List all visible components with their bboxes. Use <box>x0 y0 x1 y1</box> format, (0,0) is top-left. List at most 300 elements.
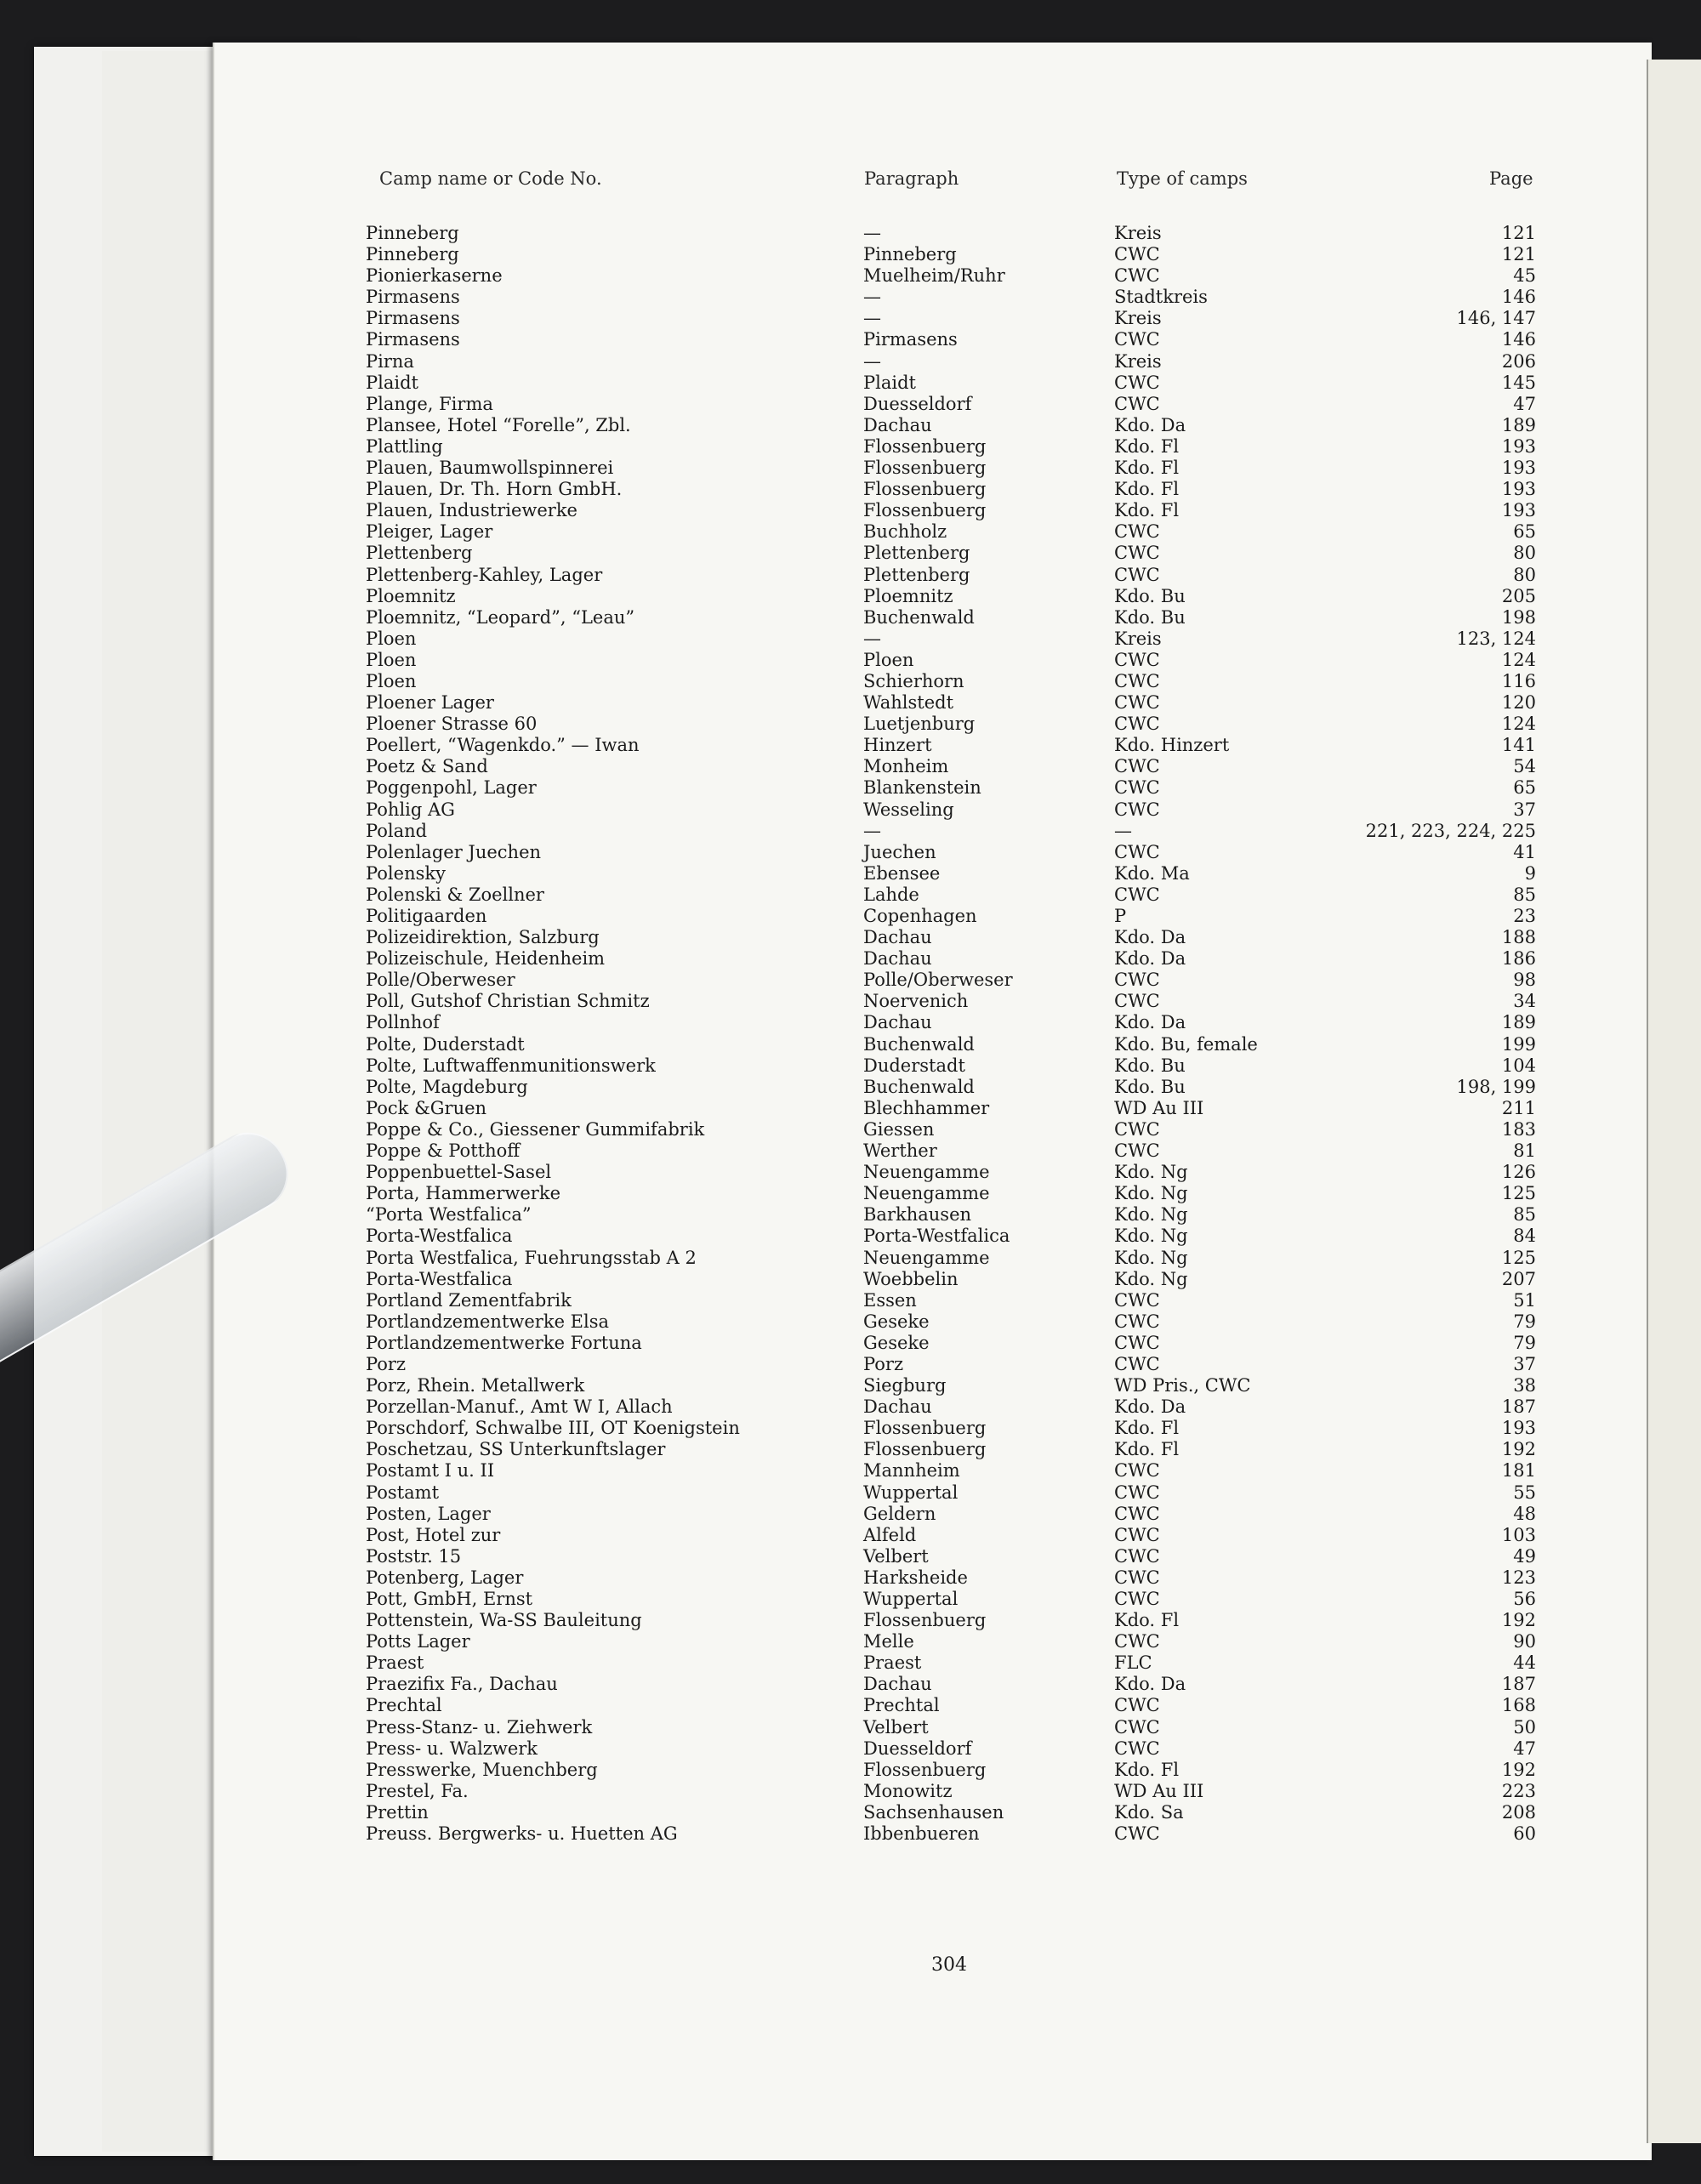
page-cell: 199 <box>1501 1033 1536 1055</box>
page-cell: 206 <box>1501 350 1536 372</box>
paragraph-cell: Ploen <box>863 649 914 670</box>
camp-name-cell: Prechtal <box>366 1695 442 1716</box>
type-cell: CWC <box>1114 1289 1160 1311</box>
paragraph-cell: Essen <box>863 1289 917 1311</box>
page-cell: 47 <box>1513 1738 1536 1759</box>
camp-name-cell: Poppe & Co., Giessener Gummifabrik <box>366 1118 705 1140</box>
paragraph-cell: — <box>863 820 881 841</box>
paragraph-cell: Wuppertal <box>863 1482 959 1503</box>
camp-name-cell: Ploen <box>366 628 417 649</box>
camp-name-cell: Poellert, “Wagenkdo.” — Iwan <box>366 735 640 756</box>
camp-name-cell: Porta-Westfalica <box>366 1226 513 1247</box>
next-page-edge <box>1647 60 1701 2143</box>
page-cell: 146 <box>1501 329 1536 350</box>
page-cell: 198 <box>1501 606 1536 628</box>
camp-name-cell: Ploen <box>366 670 417 691</box>
camp-name-cell: Porz <box>366 1353 407 1374</box>
paragraph-cell: Alfeld <box>863 1524 917 1545</box>
type-cell: Kdo. Ng <box>1114 1162 1188 1183</box>
type-cell: Kreis <box>1114 628 1162 649</box>
camp-name-cell: Postamt I u. II <box>366 1460 495 1482</box>
paragraph-cell: Velbert <box>863 1545 929 1567</box>
type-cell: Kdo. Da <box>1114 414 1186 435</box>
type-cell: CWC <box>1114 521 1160 543</box>
page-cell: 85 <box>1513 1204 1536 1226</box>
page-cell: 120 <box>1501 692 1536 714</box>
paragraph-cell: Buchenwald <box>863 1033 975 1055</box>
page-cell: 192 <box>1501 1610 1536 1631</box>
type-cell: CWC <box>1114 1545 1160 1567</box>
paragraph-cell: Copenhagen <box>863 906 977 926</box>
camp-name-cell: Plattling <box>366 435 443 457</box>
paragraph-cell: Dachau <box>863 414 932 435</box>
paragraph-cell: — <box>863 628 881 649</box>
camp-name-cell: Press-Stanz- u. Ziehwerk <box>366 1716 593 1738</box>
page-cell: 123 <box>1501 1567 1536 1588</box>
type-cell: CWC <box>1114 1482 1160 1503</box>
paragraph-cell: Dachau <box>863 927 932 948</box>
page-cell: 85 <box>1513 884 1536 905</box>
page-cell: 104 <box>1501 1055 1536 1076</box>
type-cell: Kdo. Fl <box>1114 435 1180 457</box>
type-cell: Kdo. Bu, female <box>1114 1033 1258 1055</box>
type-cell: Kreis <box>1114 223 1162 243</box>
camp-name-cell: Plange, Firma <box>366 393 493 414</box>
type-cell: P <box>1114 906 1127 926</box>
camp-name-cell: Poggenpohl, Lager <box>366 777 537 799</box>
camp-name-cell: Poststr. 15 <box>366 1545 462 1567</box>
type-cell: Kdo. Da <box>1114 927 1186 948</box>
type-cell: Kdo. Fl <box>1114 1418 1180 1439</box>
type-cell: FLC <box>1114 1652 1152 1674</box>
type-cell: CWC <box>1114 1738 1160 1759</box>
type-cell: — <box>1114 820 1132 841</box>
camp-name-cell: Porta Westfalica, Fuehrungsstab A 2 <box>366 1247 697 1268</box>
paragraph-cell: Buchenwald <box>863 1076 975 1097</box>
page-cell: 125 <box>1501 1183 1536 1204</box>
paragraph-cell: Melle <box>863 1631 914 1652</box>
page-cell: 54 <box>1513 756 1536 777</box>
type-cell: Kdo. Fl <box>1114 1439 1180 1460</box>
type-cell: WD Pris., CWC <box>1114 1375 1251 1396</box>
type-cell: Kdo. Ng <box>1114 1247 1188 1268</box>
type-cell: CWC <box>1114 1332 1160 1353</box>
paragraph-cell: Mannheim <box>863 1460 960 1482</box>
type-cell: Kreis <box>1114 350 1162 372</box>
paragraph-cell: Ploemnitz <box>863 585 953 606</box>
paragraph-cell: Schierhorn <box>863 670 964 691</box>
camp-name-cell: Portlandzementwerke Fortuna <box>366 1332 642 1353</box>
page-cell: 192 <box>1501 1759 1536 1780</box>
camp-name-cell: Porschdorf, Schwalbe III, OT Koenigstein <box>366 1418 740 1439</box>
paragraph-cell: Velbert <box>863 1716 929 1738</box>
camp-name-cell: Poppenbuettel-Sasel <box>366 1162 552 1183</box>
page-cell: 221, 223, 224, 225 <box>1365 820 1536 841</box>
paragraph-cell: Flossenbuerg <box>863 458 987 479</box>
camp-name-cell: Poland <box>366 820 428 841</box>
page-cell: 47 <box>1513 393 1536 414</box>
camp-name-cell: Posten, Lager <box>366 1503 491 1524</box>
paragraph-cell: Plettenberg <box>863 543 970 564</box>
page-cell: 65 <box>1513 777 1536 799</box>
type-cell: Kdo. Fl <box>1114 458 1180 479</box>
page-cell: 79 <box>1513 1332 1536 1353</box>
type-cell: CWC <box>1114 991 1160 1012</box>
type-cell: CWC <box>1114 1823 1160 1845</box>
camp-name-cell: Plettenberg <box>366 543 473 564</box>
type-cell: Kdo. Ng <box>1114 1183 1188 1204</box>
type-cell: Kdo. Da <box>1114 948 1186 970</box>
camp-name-cell: Pott, GmbH, Ernst <box>366 1589 533 1609</box>
page-cell: 183 <box>1501 1118 1536 1140</box>
paragraph-cell: Hinzert <box>863 735 932 756</box>
type-cell: Kdo. Da <box>1114 1674 1186 1695</box>
type-cell: CWC <box>1114 1524 1160 1545</box>
paragraph-cell: Luetjenburg <box>863 714 976 735</box>
page-cell: 123, 124 <box>1456 628 1536 649</box>
page-cell: 44 <box>1513 1652 1536 1674</box>
camp-name-cell: Ploemnitz, “Leopard”, “Leau” <box>366 606 635 628</box>
paragraph-cell: Dachau <box>863 1012 932 1033</box>
type-cell: WD Au III <box>1114 1780 1204 1801</box>
page-cell: 186 <box>1501 948 1536 970</box>
paragraph-cell: Werther <box>863 1140 937 1162</box>
camp-name-cell: Prettin <box>366 1801 429 1823</box>
type-cell: Kdo. Fl <box>1114 1759 1180 1780</box>
paragraph-cell: Woebbelin <box>863 1268 959 1289</box>
page-cell: 188 <box>1501 927 1536 948</box>
page-cell: 211 <box>1501 1097 1536 1118</box>
camp-name-cell: Pirmasens <box>366 308 460 329</box>
paragraph-cell: Dachau <box>863 1674 932 1695</box>
paragraph-cell: Blechhammer <box>863 1097 990 1118</box>
camp-name-cell: Ploener Strasse 60 <box>366 714 538 735</box>
camp-name-cell: Poetz & Sand <box>366 756 488 777</box>
paragraph-cell: Neuengamme <box>863 1162 990 1183</box>
paragraph-cell: Juechen <box>863 841 936 862</box>
camp-name-cell: “Porta Westfalica” <box>366 1204 532 1226</box>
paragraph-cell: Duesseldorf <box>863 393 972 414</box>
type-cell: CWC <box>1114 1311 1160 1332</box>
camp-name-cell: Pirmasens <box>366 329 460 350</box>
paragraph-cell: Flossenbuerg <box>863 1610 987 1631</box>
type-cell: CWC <box>1114 1353 1160 1374</box>
camp-name-cell: Portland Zementfabrik <box>366 1289 572 1311</box>
page-cell: 121 <box>1501 223 1536 243</box>
paragraph-cell: Ebensee <box>863 862 941 884</box>
page-cell: 49 <box>1513 1545 1536 1567</box>
camp-name-cell: Polenski & Zoellner <box>366 884 544 905</box>
paragraph-cell: Geseke <box>863 1332 930 1353</box>
page-cell: 168 <box>1501 1695 1536 1716</box>
type-cell: CWC <box>1114 884 1160 905</box>
page-cell: 103 <box>1501 1524 1536 1545</box>
type-cell: Kdo. Da <box>1114 1012 1186 1033</box>
camp-name-cell: Pottenstein, Wa-SS Bauleitung <box>366 1610 642 1631</box>
type-cell: CWC <box>1114 714 1160 735</box>
page-cell: 48 <box>1513 1503 1536 1524</box>
paragraph-cell: Barkhausen <box>863 1204 972 1226</box>
paragraph-cell: Flossenbuerg <box>863 500 987 521</box>
paragraph-cell: Dachau <box>863 948 932 970</box>
type-cell: CWC <box>1114 372 1160 393</box>
camp-name-cell: Poll, Gutshof Christian Schmitz <box>366 991 650 1012</box>
paragraph-cell: Flossenbuerg <box>863 1418 987 1439</box>
paragraph-cell: Blankenstein <box>863 777 981 799</box>
camp-name-cell: Polizeidirektion, Salzburg <box>366 927 600 948</box>
camp-name-cell: Pock &Gruen <box>366 1097 487 1118</box>
camp-name-cell: Poppe & Potthoff <box>366 1140 521 1162</box>
page-cell: 37 <box>1513 1353 1536 1374</box>
camp-name-cell: Preuss. Bergwerks- u. Huetten AG <box>366 1823 678 1845</box>
paragraph-cell: Duesseldorf <box>863 1738 972 1759</box>
camp-name-cell: Plansee, Hotel “Forelle”, Zbl. <box>366 414 631 435</box>
camp-name-cell: Pirna <box>366 350 414 372</box>
camp-name-cell: Polte, Luftwaffenmunitionswerk <box>366 1055 656 1076</box>
paragraph-cell: Prechtal <box>863 1695 940 1716</box>
page-cell: 187 <box>1501 1674 1536 1695</box>
type-cell: CWC <box>1114 1567 1160 1588</box>
paragraph-cell: Flossenbuerg <box>863 1759 987 1780</box>
paragraph-cell: Sachsenhausen <box>863 1801 1004 1823</box>
type-cell: Kreis <box>1114 308 1162 329</box>
page-cell: 84 <box>1513 1226 1536 1247</box>
camp-name-cell: Poschetzau, SS Unterkunftslager <box>366 1439 666 1460</box>
paragraph-cell: Neuengamme <box>863 1247 990 1268</box>
type-cell: CWC <box>1114 692 1160 714</box>
page-cell: 23 <box>1513 906 1536 926</box>
camp-name-cell: Polizeischule, Heidenheim <box>366 948 606 970</box>
paragraph-cell: Polle/Oberweser <box>863 970 1013 991</box>
paragraph-cell: Giessen <box>863 1118 935 1140</box>
camp-name-cell: Porta, Hammerwerke <box>366 1183 560 1204</box>
paragraph-cell: Muelheim/Ruhr <box>863 265 1005 287</box>
type-cell: Kdo. Fl <box>1114 479 1180 500</box>
page-cell: 80 <box>1513 543 1536 564</box>
paragraph-cell: Porz <box>863 1353 904 1374</box>
page-cell: 45 <box>1513 265 1536 287</box>
paragraph-cell: Monheim <box>863 756 949 777</box>
paragraph-cell: — <box>863 287 881 308</box>
paragraph-cell: Siegburg <box>863 1375 947 1396</box>
page-cell: 193 <box>1501 479 1536 500</box>
page-cell: 98 <box>1513 970 1536 991</box>
page-cell: 124 <box>1501 714 1536 735</box>
camp-name-cell: Pollnhof <box>366 1012 440 1033</box>
camp-name-cell: Potts Lager <box>366 1631 470 1652</box>
camp-name-cell: Post, Hotel zur <box>366 1524 501 1545</box>
page-cell: 187 <box>1501 1396 1536 1418</box>
camp-name-cell: Ploen <box>366 649 417 670</box>
paragraph-cell: Plaidt <box>863 372 916 393</box>
paragraph-cell: Flossenbuerg <box>863 1439 987 1460</box>
camp-name-cell: Polenlager Juechen <box>366 841 542 862</box>
page-cell: 80 <box>1513 564 1536 585</box>
camp-name-cell: Pinneberg <box>366 244 459 265</box>
camp-name-cell: Pohlig AG <box>366 799 455 820</box>
type-cell: CWC <box>1114 393 1160 414</box>
page-cell: 193 <box>1501 1418 1536 1439</box>
header-paragraph: Paragraph <box>864 168 959 189</box>
camp-name-cell: Polte, Magdeburg <box>366 1076 528 1097</box>
page-cell: 55 <box>1513 1482 1536 1503</box>
page-cell: 90 <box>1513 1631 1536 1652</box>
paragraph-cell: — <box>863 223 881 243</box>
page-cell: 145 <box>1501 372 1536 393</box>
page-cell: 189 <box>1501 414 1536 435</box>
page-cell: 81 <box>1513 1140 1536 1162</box>
page-cell: 223 <box>1501 1780 1536 1801</box>
page-cell: 51 <box>1513 1289 1536 1311</box>
type-cell: Kdo. Bu <box>1114 606 1186 628</box>
type-cell: CWC <box>1114 244 1160 265</box>
type-cell: Kdo. Bu <box>1114 585 1186 606</box>
paragraph-cell: Dachau <box>863 1396 932 1418</box>
paragraph-cell: Flossenbuerg <box>863 435 987 457</box>
paragraph-cell: Duderstadt <box>863 1055 965 1076</box>
type-cell: CWC <box>1114 841 1160 862</box>
camp-name-cell: Ploener Lager <box>366 692 494 714</box>
type-cell: Kdo. Fl <box>1114 1610 1180 1631</box>
page-cell: 9 <box>1524 862 1536 884</box>
page-cell: 41 <box>1513 841 1536 862</box>
type-cell: Kdo. Da <box>1114 1396 1186 1418</box>
page-cell: 193 <box>1501 435 1536 457</box>
type-cell: Kdo. Ng <box>1114 1226 1188 1247</box>
header-page: Page <box>1489 168 1533 189</box>
page-cell: 116 <box>1501 670 1536 691</box>
paragraph-cell: Porta-Westfalica <box>863 1226 1010 1247</box>
camp-name-cell: Porz, Rhein. Metallwerk <box>366 1375 585 1396</box>
paragraph-cell: Plettenberg <box>863 564 970 585</box>
camp-name-cell: Prestel, Fa. <box>366 1780 469 1801</box>
paragraph-cell: Monowitz <box>863 1780 953 1801</box>
paragraph-cell: Buchenwald <box>863 606 975 628</box>
header-camp-name: Camp name or Code No. <box>379 168 602 189</box>
camp-name-cell: Plauen, Industriewerke <box>366 500 577 521</box>
page-cell: 60 <box>1513 1823 1536 1845</box>
page-cell: 50 <box>1513 1716 1536 1738</box>
type-cell: WD Au III <box>1114 1097 1204 1118</box>
type-cell: Stadtkreis <box>1114 287 1208 308</box>
page-cell: 34 <box>1513 991 1536 1012</box>
header-type: Type of camps <box>1117 168 1248 189</box>
page-cell: 79 <box>1513 1311 1536 1332</box>
page-cell: 181 <box>1501 1460 1536 1482</box>
camp-name-cell: Plettenberg-Kahley, Lager <box>366 564 603 585</box>
type-cell: Kdo. Sa <box>1114 1801 1184 1823</box>
page-cell: 192 <box>1501 1439 1536 1460</box>
camp-name-cell: Pirmasens <box>366 287 460 308</box>
page-cell: 37 <box>1513 799 1536 820</box>
page-cell: 193 <box>1501 458 1536 479</box>
camp-name-cell: Porzellan-Manuf., Amt W I, Allach <box>366 1396 673 1418</box>
type-cell: Kdo. Ng <box>1114 1268 1188 1289</box>
page-cell: 65 <box>1513 521 1536 543</box>
camp-name-cell: Pleiger, Lager <box>366 521 493 543</box>
paragraph-cell: — <box>863 308 881 329</box>
type-cell: CWC <box>1114 329 1160 350</box>
type-cell: CWC <box>1114 756 1160 777</box>
paragraph-cell: Harksheide <box>863 1567 968 1588</box>
camp-name-cell: Porta-Westfalica <box>366 1268 513 1289</box>
paragraph-cell: Lahde <box>863 884 919 905</box>
camp-name-cell: Ploemnitz <box>366 585 456 606</box>
paragraph-cell: Wuppertal <box>863 1589 959 1609</box>
page-cell: 208 <box>1501 1801 1536 1823</box>
camp-name-cell: Presswerke, Muenchberg <box>366 1759 598 1780</box>
type-cell: CWC <box>1114 1589 1160 1609</box>
paragraph-cell: Noervenich <box>863 991 969 1012</box>
type-cell: CWC <box>1114 649 1160 670</box>
camp-name-cell: Plauen, Baumwollspinnerei <box>366 458 614 479</box>
camp-name-cell: Polensky <box>366 862 446 884</box>
paragraph-cell: Flossenbuerg <box>863 479 987 500</box>
paragraph-cell: Wahlstedt <box>863 692 954 714</box>
camp-name-cell: Pionierkaserne <box>366 265 503 287</box>
type-cell: Kdo. Fl <box>1114 500 1180 521</box>
paragraph-cell: Praest <box>863 1652 922 1674</box>
page-cell: 205 <box>1501 585 1536 606</box>
page-cell: 141 <box>1501 735 1536 756</box>
type-cell: CWC <box>1114 265 1160 287</box>
page-cell: 193 <box>1501 500 1536 521</box>
camp-name-cell: Plaidt <box>366 372 418 393</box>
type-cell: CWC <box>1114 1140 1160 1162</box>
type-cell: CWC <box>1114 1118 1160 1140</box>
camp-name-cell: Plauen, Dr. Th. Horn GmbH. <box>366 479 623 500</box>
type-cell: Kdo. Ma <box>1114 862 1190 884</box>
paragraph-cell: Geldern <box>863 1503 936 1524</box>
paragraph-cell: Buchholz <box>863 521 947 543</box>
type-cell: CWC <box>1114 670 1160 691</box>
camp-name-cell: Postamt <box>366 1482 440 1503</box>
page-cell: 207 <box>1501 1268 1536 1289</box>
page-cell: 189 <box>1501 1012 1536 1033</box>
type-cell: CWC <box>1114 777 1160 799</box>
camp-name-cell: Portlandzementwerke Elsa <box>366 1311 610 1332</box>
type-cell: Kdo. Bu <box>1114 1076 1186 1097</box>
type-cell: CWC <box>1114 1631 1160 1652</box>
paragraph-cell: Pirmasens <box>863 329 958 350</box>
page-cell: 198, 199 <box>1456 1076 1536 1097</box>
type-cell: Kdo. Bu <box>1114 1055 1186 1076</box>
type-cell: CWC <box>1114 970 1160 991</box>
page-cell: 56 <box>1513 1589 1536 1609</box>
page-cell: 121 <box>1501 244 1536 265</box>
page-cell: 146, 147 <box>1456 308 1536 329</box>
camp-name-cell: Potenberg, Lager <box>366 1567 524 1588</box>
type-cell: CWC <box>1114 799 1160 820</box>
camp-name-cell: Polle/Oberweser <box>366 970 515 991</box>
paragraph-cell: Geseke <box>863 1311 930 1332</box>
type-cell: CWC <box>1114 1716 1160 1738</box>
paragraph-cell: — <box>863 350 881 372</box>
page-cell: 124 <box>1501 649 1536 670</box>
paragraph-cell: Pinneberg <box>863 244 957 265</box>
paragraph-cell: Ibbenbueren <box>863 1823 980 1845</box>
page-cell: 146 <box>1501 287 1536 308</box>
type-cell: CWC <box>1114 543 1160 564</box>
camp-name-cell: Press- u. Walzwerk <box>366 1738 538 1759</box>
camp-name-cell: Politigaarden <box>366 906 487 926</box>
type-cell: CWC <box>1114 1503 1160 1524</box>
paragraph-cell: Wesseling <box>863 799 954 820</box>
page-cell: 38 <box>1513 1375 1536 1396</box>
camp-name-cell: Praest <box>366 1652 424 1674</box>
type-cell: Kdo. Ng <box>1114 1204 1188 1226</box>
type-cell: CWC <box>1114 1695 1160 1716</box>
